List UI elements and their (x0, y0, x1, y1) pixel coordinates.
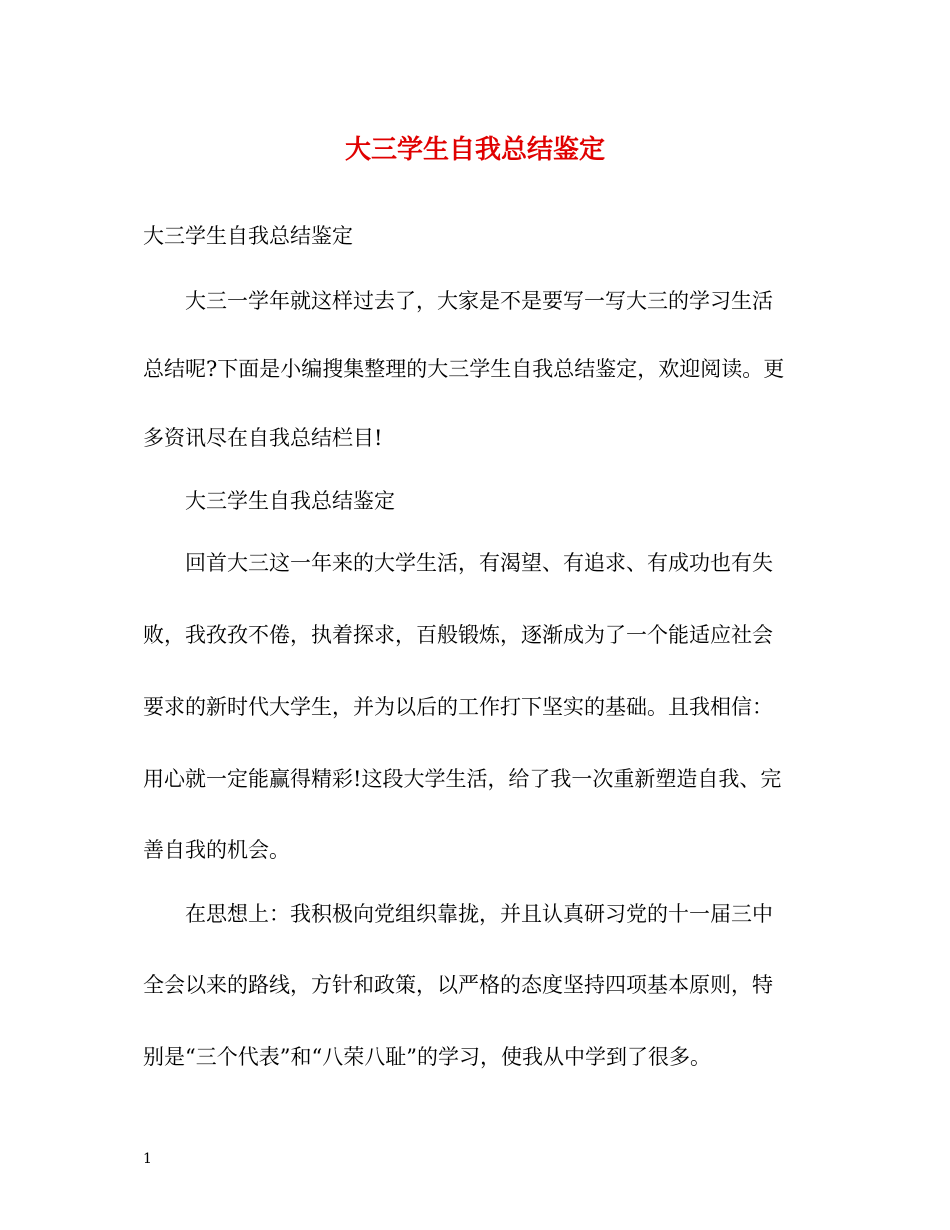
paragraph-line: 善自我的机会。 (143, 838, 290, 862)
paragraph-line: 全会以来的路线，方针和政策，以严格的态度坚持四项基本原则，特 (143, 973, 773, 997)
page-number: 1 (143, 1151, 152, 1167)
paragraph-line: 在思想上：我积极向党组织靠拢，并且认真研习党的十一届三中 (185, 902, 773, 926)
paragraph-line: 大三一学年就这样过去了，大家是不是要写一写大三的学习生活 (185, 289, 773, 313)
paragraph-line: 要求的新时代大学生，并为以后的工作打下坚实的基础。且我相信： (143, 695, 773, 719)
paragraph-line: 回首大三这一年来的大学生活，有渴望、有追求、有成功也有失 (185, 551, 773, 575)
paragraph-line: 别是“三个代表”和“八荣八耻”的学习，使我从中学到了很多。 (143, 1045, 711, 1069)
paragraph-line: 用心就一定能赢得精彩!这段大学生活，给了我一次重新塑造自我、完 (143, 767, 782, 791)
document-title: 大三学生自我总结鉴定 (344, 135, 605, 165)
document-subtitle: 大三学生自我总结鉴定 (143, 224, 353, 248)
section-heading: 大三学生自我总结鉴定 (185, 489, 395, 513)
paragraph-line: 多资讯尽在自我总结栏目! (143, 426, 383, 450)
paragraph-line: 总结呢?下面是小编搜集整理的大三学生自我总结鉴定，欢迎阅读。更 (143, 357, 785, 381)
paragraph-line: 败，我孜孜不倦，执着探求，百般锻炼，逐渐成为了一个能适应社会 (143, 623, 773, 647)
